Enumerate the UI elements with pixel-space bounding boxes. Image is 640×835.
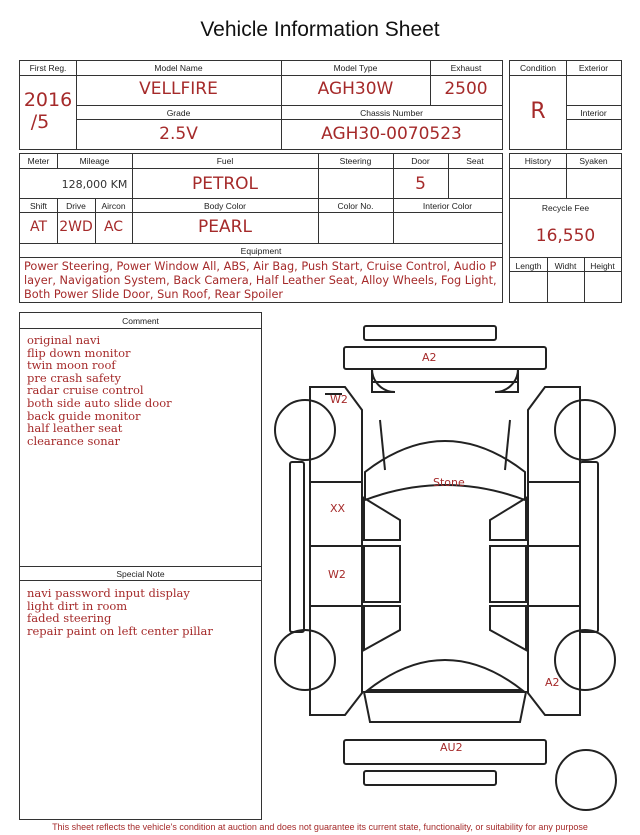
special-note-item: faded steering [27,611,112,626]
comment-item: flip down monitor [27,345,131,360]
first-reg-year: 2016 [23,89,73,111]
width-label: Widht [554,261,577,271]
aircon-label: Aircon [101,201,126,211]
door-label: Door [411,156,430,166]
model-name-label: Model Name [154,63,203,73]
special-note-list [27,587,213,637]
comment-item: original navi [27,333,101,347]
chassis-number-value: AGH30-0070523 [321,124,462,144]
model-name-value: VELLFIRE [139,79,218,99]
interior-label: Interior [580,108,607,118]
drive-value: 2WD [59,219,93,235]
aircon-value: AC [103,219,124,235]
comment-panel [19,312,262,820]
door-value: 5 [415,174,426,194]
special-note-item: light dirt in room [27,598,128,613]
comment-item: radar cruise control [27,383,144,398]
comment-list [27,334,172,447]
mileage-value: 128,000 KM [61,178,128,191]
comment-item: half leather seat [27,421,123,436]
condition-value: R [530,99,546,124]
page-title: Vehicle Information Sheet [200,18,440,41]
damage-mark-xx: XX [330,502,346,515]
special-note-item: navi password input display [27,586,190,600]
syaken-label: Syaken [579,156,608,166]
recycle-fee-label: Recycle Fee [541,203,590,213]
mileage-label: Mileage [79,156,110,166]
height-label: Height [590,261,615,271]
history-label: History [524,156,552,166]
damage-mark-stone: Stone [433,476,465,489]
comment-item: back guide monitor [27,408,141,423]
special-note-label: Special Note [116,569,165,579]
meter-label: Meter [27,156,50,166]
body-color-label: Body Color [203,201,247,211]
disclaimer-footer: This sheet reflects the vehicle's condition at auction and does not guarantee its current state, functionality, or suitability for any purpose [52,822,588,832]
body-color-value: PEARL [198,217,252,237]
condition-table [509,60,622,150]
exhaust-label: Exhaust [450,63,482,73]
condition-label: Condition [520,63,556,73]
fuel-label: Fuel [216,156,234,166]
damage-mark-w2-front-left: W2 [330,393,348,406]
grade-label: Grade [166,108,191,118]
exhaust-value: 2500 [444,79,488,99]
model-type-label: Model Type [333,63,378,73]
damage-mark-a2-front: A2 [422,351,437,364]
equipment-label: Equipment [240,246,282,256]
comment-item: both side auto slide door [27,395,172,410]
drive-label: Drive [66,201,86,211]
history-table [509,153,622,303]
first-reg-label: First Reg. [29,63,67,73]
length-label: Length [515,261,542,271]
model-type-value: AGH30W [317,79,394,99]
shift-label: Shift [29,201,47,211]
comment-item: pre crash safety [27,370,122,385]
exterior-label: Exterior [578,63,609,73]
grade-value: 2.5V [159,124,198,144]
car-damage-diagram [265,310,640,820]
equipment-value: Power Steering, Power Window All, ABS, Air Bag, Push Start, Cruise Control, Audio Player, Navigation System, Back Camera, Half Leather Seat, Alloy Wheels, Fog Light, Both Power Slide Door, Sun Roof, Rear Spoiler [24,260,497,301]
damage-mark-au2: AU2 [440,741,463,754]
special-note-item: repair paint on left center pillar [27,623,213,638]
steering-label: Steering [339,156,372,166]
damage-mark-a2-right: A2 [545,676,560,689]
comment-item: twin moon roof [27,358,116,373]
model-info-table [19,60,503,150]
interior-color-label: Interior Color [422,201,473,211]
color-no-label: Color No. [337,201,374,211]
chassis-number-label: Chassis Number [360,108,423,118]
comment-item: clearance sonar [27,433,121,448]
fuel-value: PETROL [191,174,259,194]
comment-label: Comment [122,316,159,326]
recycle-fee-value: 16,550 [535,226,596,246]
seat-label: Seat [466,156,484,166]
first-reg-month: /5 [30,111,50,133]
vehicle-spec-table [19,153,503,303]
shift-value: AT [29,219,48,235]
damage-mark-w2-left: W2 [328,568,346,581]
